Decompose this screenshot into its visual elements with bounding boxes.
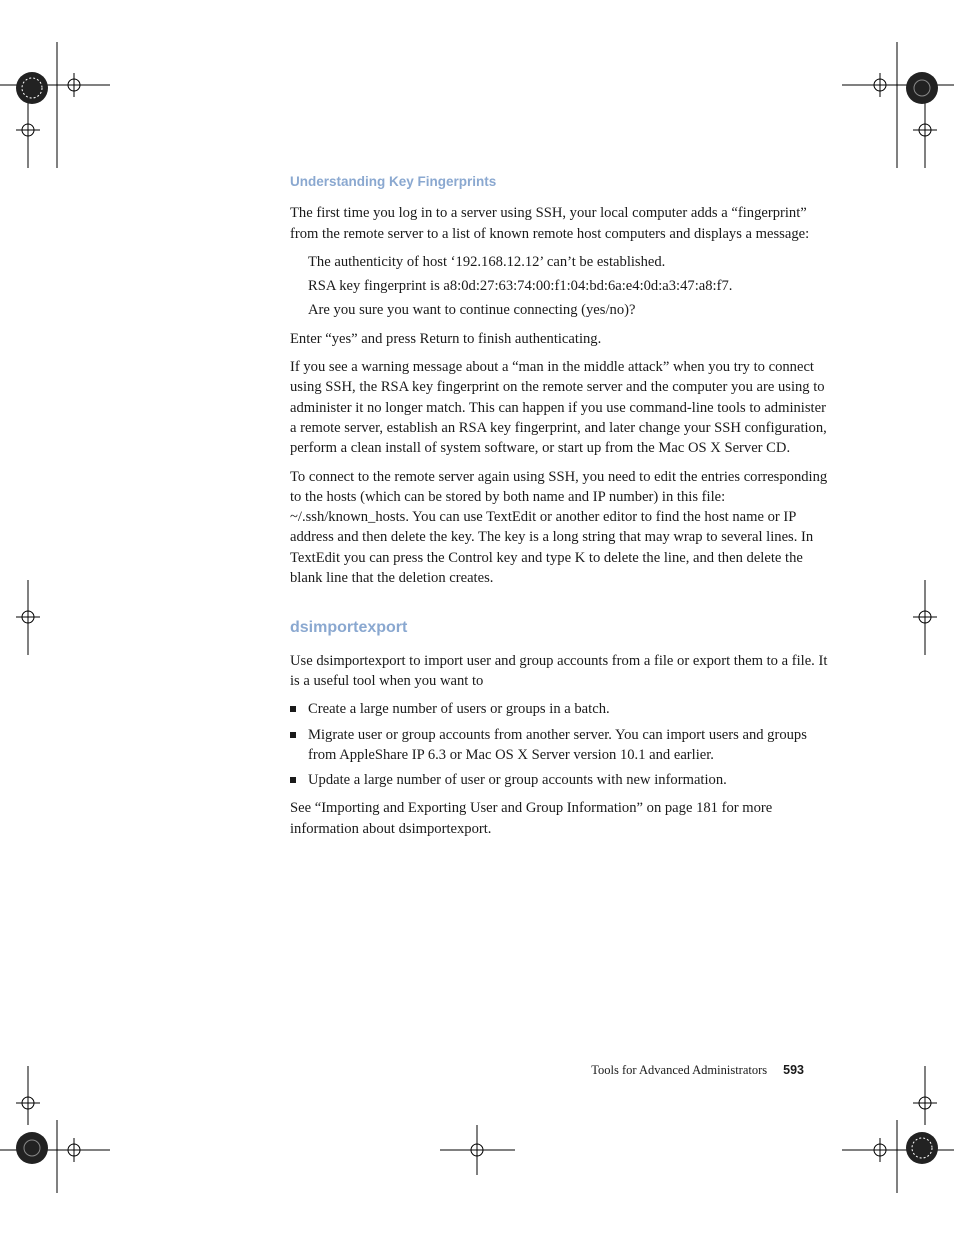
paragraph: Enter “yes” and press Return to finish authenticating. bbox=[290, 330, 602, 347]
paragraph: To connect to the remote server again using SSH, you need to edit the entries corresponding to the hosts (which can be stored by both name and IP number) in this file: ~/.ssh/known_hosts. You can use TextEdit or another editor to find the host name or IP address and then delete the key. The key is a long string that may wrap to several lines. In TextEdit you can press the Control key and type K to delete the line, and then delete the blank line that the deletion creates. bbox=[290, 468, 828, 587]
ssh-message-line: RSA key fingerprint is a8:0d:27:63:74:00:f1:04:bd:6a:e4:0d:a3:47:a8:f7. bbox=[308, 278, 733, 295]
section-heading: dsimportexport bbox=[290, 619, 408, 637]
ssh-message-line: The authenticity of host ‘192.168.12.12’ can’t be established. bbox=[308, 253, 666, 270]
paragraph: If you see a warning message about a “man in the middle attack” when you try to connect using SSH, the RSA key fingerprint on the remote server and the computer you are using to administer it no longer match. This can happen if you use command-line tools to administer a remote server, establish an RSA key fingerprint, and later change your SSH configuration, perform a clean install of system software, or start up from the Mac OS X Server CD. bbox=[290, 359, 827, 457]
section-intro: Use dsimportexport to import user and group accounts from a file or export them to a file. It is a useful tool when you want to bbox=[290, 652, 828, 689]
square-bullet-icon bbox=[290, 777, 296, 783]
page-content bbox=[290, 172, 832, 847]
footer-chapter-title: Tools for Advanced Administrators bbox=[591, 1063, 768, 1077]
closing-paragraph: See “Importing and Exporting User and Group Information” on page 181 for more information about dsimportexport. bbox=[290, 800, 773, 837]
ssh-message-line: Are you sure you want to continue connecting (yes/no)? bbox=[308, 302, 636, 319]
page-footer bbox=[560, 1063, 804, 1078]
square-bullet-icon bbox=[290, 706, 296, 712]
list-item: Migrate user or group accounts from another server. You can import users and groups from AppleShare IP 6.3 or Mac OS X Server version 10.1 and earlier. bbox=[290, 725, 832, 766]
list-item: Create a large number of users or groups in a batch. bbox=[290, 699, 832, 719]
subsection-intro: The first time you log in to a server using SSH, your local computer adds a “fingerprint” from the remote server to a list of known remote host computers and displays a message: bbox=[290, 205, 810, 242]
list-item: Update a large number of user or group accounts with new information. bbox=[290, 770, 832, 790]
square-bullet-icon bbox=[290, 732, 296, 738]
subsection-heading: Understanding Key Fingerprints bbox=[290, 174, 497, 189]
bullet-list bbox=[290, 699, 832, 790]
page-number: 593 bbox=[783, 1063, 804, 1077]
